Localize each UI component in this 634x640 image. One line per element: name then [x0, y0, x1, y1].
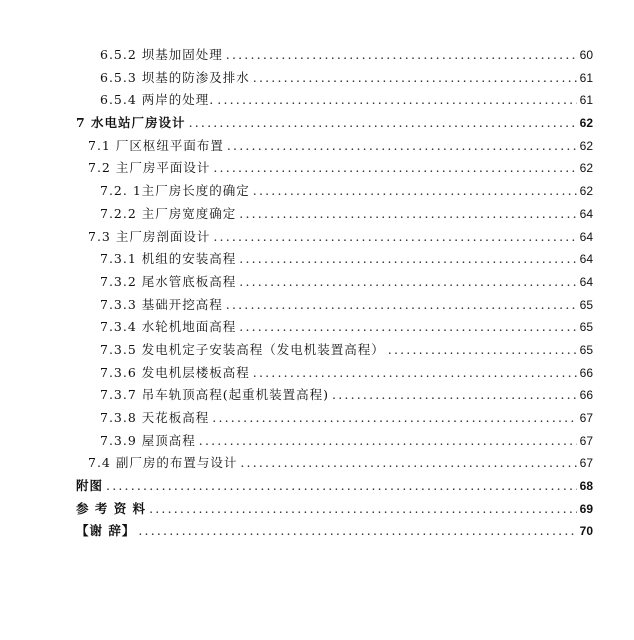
dot-leader [213, 160, 576, 175]
toc-entry-title: 7.3.9 屋顶高程 [100, 432, 196, 448]
dot-leader [227, 138, 577, 153]
toc-entry-page: 64 [579, 206, 593, 221]
toc-entry-page: 69 [579, 501, 593, 516]
toc-entry[interactable] [76, 521, 593, 544]
toc-entry-page: 61 [579, 70, 593, 85]
toc-entry-page: 65 [579, 342, 593, 357]
toc-entry-title: 6.5.4 两岸的处理. [100, 92, 215, 108]
toc-entry[interactable] [76, 385, 593, 408]
toc-entry-page: 65 [579, 320, 593, 335]
dot-leader [253, 70, 577, 85]
toc-entry-page: 62 [579, 184, 593, 199]
toc-entry-title: 7.1 厂区枢纽平面布置 [88, 137, 224, 153]
table-of-contents [76, 45, 593, 544]
toc-entry[interactable] [76, 363, 593, 386]
toc-entry[interactable] [76, 317, 593, 340]
toc-entry-title: 7.3.6 发电机层楼板高程 [100, 364, 250, 380]
toc-entry[interactable] [76, 499, 593, 522]
toc-entry-page: 67 [579, 433, 593, 448]
toc-entry-page: 66 [579, 365, 593, 380]
toc-entry-page: 61 [579, 93, 593, 108]
toc-entry-page: 64 [579, 229, 593, 244]
toc-entry-title: 7 水电站厂房设计 [76, 115, 186, 131]
dot-leader [213, 229, 576, 244]
toc-entry[interactable] [76, 204, 593, 227]
toc-entry-title: 7.3.8 天花板高程 [100, 410, 210, 425]
dot-leader [149, 501, 577, 516]
dot-leader [106, 478, 577, 493]
toc-entry[interactable] [76, 272, 593, 295]
toc-entry-title: 7.3.3 基础开挖高程 [100, 296, 223, 312]
toc-entry[interactable] [76, 408, 593, 431]
toc-entry-page: 64 [579, 252, 593, 267]
dot-leader [226, 297, 577, 312]
dot-leader [240, 455, 576, 470]
toc-entry[interactable] [76, 45, 593, 68]
toc-entry[interactable] [76, 158, 593, 181]
toc-entry-title: 6.5.3 坝基的防渗及排水 [100, 69, 250, 85]
toc-entry-title: 7.3.5 发电机定子安装高程（发电机装置高程） [100, 341, 385, 357]
toc-entry-page: 60 [579, 48, 593, 62]
toc-entry-page: 62 [579, 161, 593, 176]
dot-leader [239, 274, 576, 289]
toc-entry[interactable] [76, 113, 593, 136]
toc-entry-title: 7.4 副厂房的布置与设计 [88, 455, 238, 471]
dot-leader [138, 523, 576, 538]
toc-entry-title: 7.3 主厂房剖面设计 [88, 228, 211, 244]
toc-entry-title: 7.3.2 尾水管底板高程 [100, 273, 237, 289]
dot-leader [253, 183, 577, 198]
toc-entry-page: 64 [579, 274, 593, 289]
toc-entry[interactable] [76, 227, 593, 250]
dot-leader [217, 92, 576, 107]
toc-entry-title: 7.3.7 吊车轨顶高程(起重机装置高程) [100, 387, 330, 403]
toc-entry-title: 7.2. 1主厂房长度的确定 [100, 183, 250, 199]
toc-entry-page: 67 [579, 456, 593, 471]
toc-entry-title: 7.2 主厂房平面设计 [88, 160, 211, 176]
dot-leader [189, 115, 577, 130]
dot-leader [226, 47, 577, 62]
toc-entry[interactable] [76, 136, 593, 159]
toc-entry[interactable] [76, 431, 593, 454]
toc-entry-page: 65 [579, 297, 593, 312]
toc-entry-title: 【谢 辞】 [76, 523, 136, 539]
toc-entry[interactable] [76, 340, 593, 363]
toc-entry-title: 7.3.1 机组的安装高程 [100, 251, 237, 267]
dot-leader [199, 433, 577, 448]
toc-entry-page: 67 [579, 411, 593, 425]
toc-entry-title: 参 考 资 料 [76, 500, 147, 516]
dot-leader [332, 387, 577, 402]
toc-entry-page: 62 [579, 138, 593, 153]
toc-entry-page: 68 [579, 479, 593, 494]
toc-entry-title: 6.5.2 坝基加固处理 [100, 47, 223, 62]
toc-entry-title: 附图 [76, 478, 104, 494]
toc-entry[interactable] [76, 453, 593, 476]
dot-leader [239, 251, 576, 266]
toc-entry[interactable] [76, 249, 593, 272]
toc-entry[interactable] [76, 295, 593, 318]
toc-entry-page: 70 [579, 524, 593, 539]
toc-entry[interactable] [76, 476, 593, 499]
dot-leader [388, 342, 577, 357]
toc-entry[interactable] [76, 181, 593, 204]
dot-leader [253, 365, 577, 380]
dot-leader [212, 410, 576, 425]
toc-entry-title: 7.3.4 水轮机地面高程 [100, 319, 237, 335]
dot-leader [239, 319, 576, 334]
toc-entry[interactable] [76, 90, 593, 113]
toc-entry-title: 7.2.2 主厂房宽度确定 [100, 205, 237, 221]
toc-entry[interactable] [76, 68, 593, 91]
toc-entry-page: 66 [579, 388, 593, 403]
dot-leader [239, 206, 576, 221]
toc-entry-page: 62 [579, 116, 593, 131]
